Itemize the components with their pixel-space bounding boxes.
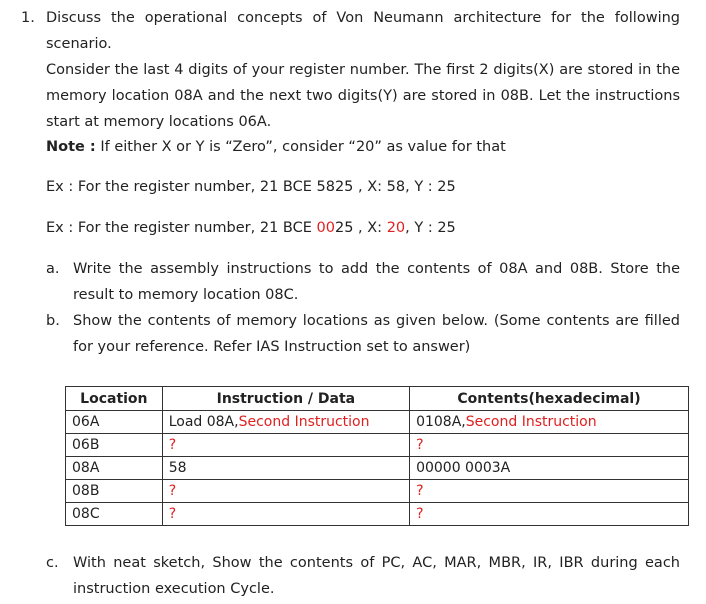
part-c-text: With neat sketch, Show the contents of PC, AC, MAR, MBR, IR, IBR during each instruction execution Cycle.	[73, 555, 680, 597]
example-2-zeros: 00	[316, 220, 335, 236]
cell-contents: ?	[410, 434, 689, 457]
cell-location: 08A	[66, 457, 163, 480]
part-c-label: c.	[46, 555, 59, 571]
cell-contents: ?	[410, 480, 689, 503]
table-row	[66, 503, 689, 526]
header-contents: Contents(hexadecimal)	[410, 387, 689, 411]
note-text: If either X or Y is “Zero”, consider “20” as value for that	[95, 139, 506, 155]
part-a-label: a.	[46, 261, 60, 277]
table-row	[66, 411, 689, 434]
part-b-text: Show the contents of memory locations as given below. (Some contents are filled for your reference. Refer IAS Instruction set to answer)	[73, 313, 680, 355]
table-row	[66, 457, 689, 480]
example-2-suffix: , Y : 25	[405, 220, 456, 236]
cell-contents: 00000 0003A	[410, 457, 689, 480]
question-number: 1.	[21, 10, 35, 26]
cell-contents: 0108A,Second Instruction	[410, 411, 689, 434]
note-line	[46, 134, 506, 160]
example-2-mid: 25 , X:	[334, 220, 387, 236]
question-scenario: Consider the last 4 digits of your register number. The first 2 digits(X) are stored in the memory location 08A and the next two digits(Y) are stored in 08B. Let the instructions start at memory locations 06A.	[46, 62, 680, 130]
table-header-row	[66, 387, 689, 411]
note-label: Note :	[46, 139, 96, 155]
cell-location: 08C	[66, 503, 163, 526]
cell-contents: ?	[410, 503, 689, 526]
cell-instruction: ?	[162, 503, 409, 526]
example-2	[46, 215, 456, 241]
header-instruction: Instruction / Data	[162, 387, 409, 411]
cell-instruction: 58	[162, 457, 409, 480]
cell-instruction: ?	[162, 434, 409, 457]
cell-instruction: Load 08A,Second Instruction	[162, 411, 409, 434]
part-a-text: Write the assembly instructions to add the contents of 08A and 08B. Store the result to memory location 08C.	[73, 261, 680, 303]
cell-location: 06A	[66, 411, 163, 434]
question-intro: Discuss the operational concepts of Von Neumann architecture for the following scenario.	[46, 10, 680, 52]
cell-location: 06B	[66, 434, 163, 457]
cell-location: 08B	[66, 480, 163, 503]
memory-table	[65, 386, 689, 526]
example-1: Ex : For the register number, 21 BCE 5825 , X: 58, Y : 25	[46, 179, 456, 195]
example-2-x-value: 20	[386, 220, 406, 236]
header-location: Location	[66, 387, 163, 411]
cell-instruction: ?	[162, 480, 409, 503]
table-row	[66, 480, 689, 503]
part-b-label: b.	[46, 313, 60, 329]
table-row	[66, 434, 689, 457]
example-2-prefix: Ex : For the register number, 21 BCE	[46, 220, 317, 236]
